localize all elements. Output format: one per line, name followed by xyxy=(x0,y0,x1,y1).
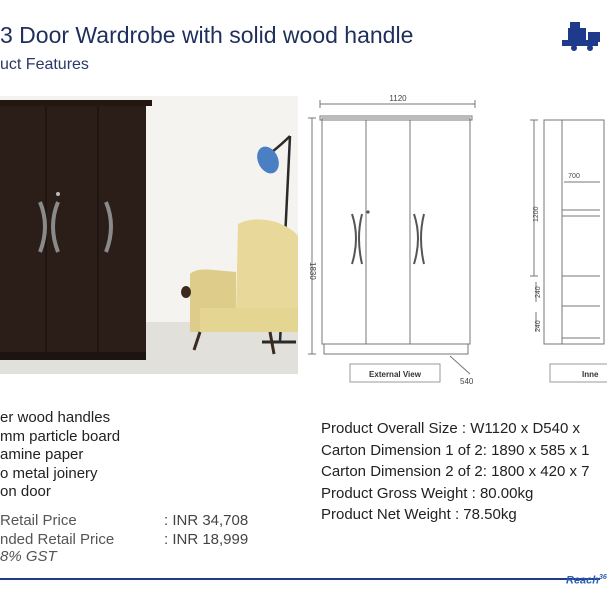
slide-subtitle: uct Features xyxy=(0,56,89,73)
gst-note: 8% GST xyxy=(0,548,57,565)
company-logo xyxy=(560,18,600,54)
inner-view-label: Inne xyxy=(582,370,599,379)
spec-item: Carton Dimension 1 of 2: 1890 x 585 x 1 xyxy=(321,441,590,459)
price-label: Retail Price xyxy=(0,512,77,529)
specs-list xyxy=(321,418,590,526)
price-value: : INR 34,708 xyxy=(164,512,249,529)
spec-item: Product Overall Size : W1120 x D540 x xyxy=(321,420,580,437)
feature-item: mm particle board xyxy=(0,427,121,445)
product-photo xyxy=(0,96,298,374)
external-view-label: External View xyxy=(369,370,421,379)
technical-drawing xyxy=(300,92,600,388)
brand-logo xyxy=(566,574,607,587)
dim-inner-height-label: 1200 xyxy=(533,206,540,222)
feature-item: er wood handles xyxy=(0,409,111,426)
slide-title: 3 Door Wardrobe with solid wood handle xyxy=(0,22,414,48)
brand-name: Reach xyxy=(566,574,600,587)
spec-item: Carton Dimension 2 of 2: 1800 x 420 x 7 xyxy=(321,463,590,480)
feature-item: o metal joinery xyxy=(0,464,98,482)
dim-width-label: 1120 xyxy=(389,94,407,103)
price-row xyxy=(0,531,300,550)
feature-item: amine paper xyxy=(0,446,84,463)
price-row xyxy=(0,512,300,531)
footer-divider xyxy=(0,578,600,580)
dim-shelf-2-label: 240 xyxy=(535,320,542,332)
wardrobe-image xyxy=(0,100,152,360)
dim-depth-label: 540 xyxy=(460,377,474,386)
dim-shelf-1-label: 240 xyxy=(535,286,542,298)
spec-item: Product Net Weight : 78.50kg xyxy=(321,506,517,523)
features-list xyxy=(0,409,120,502)
pricing-block xyxy=(0,512,300,549)
spec-item: Product Gross Weight : 80.00kg xyxy=(321,484,534,502)
price-value: : INR 18,999 xyxy=(164,530,249,548)
dim-inner-width-label: 700 xyxy=(568,173,580,180)
price-label: nded Retail Price xyxy=(0,530,115,548)
dim-height-label: 1830 xyxy=(308,262,317,280)
feature-item: on door xyxy=(0,483,51,500)
brand-superscript: 36 xyxy=(599,574,607,581)
